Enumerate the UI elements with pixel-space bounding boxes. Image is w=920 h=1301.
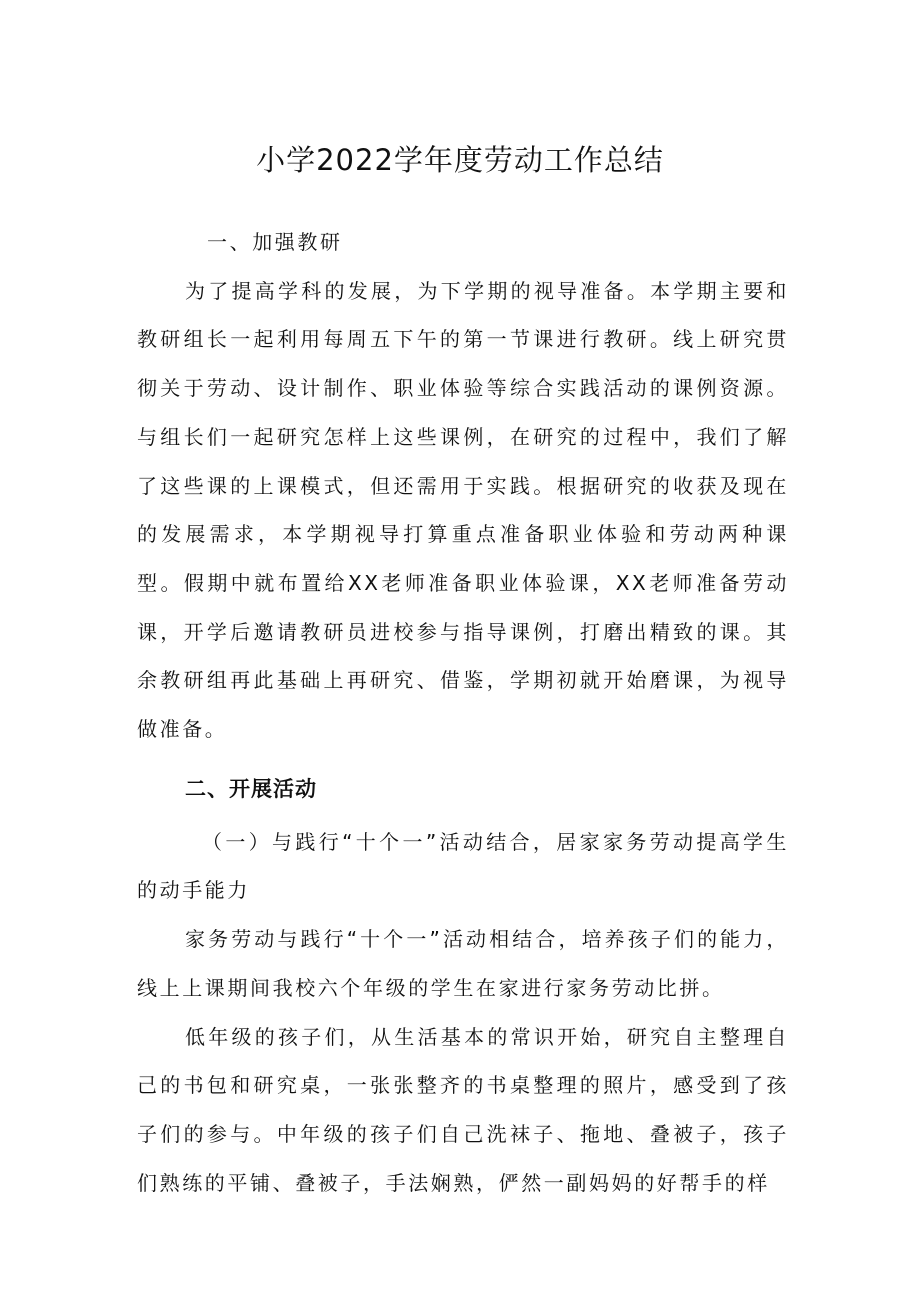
section-2-paragraph-1: 家务劳动与践行“十个一”活动相结合，培养孩子们的能力，线上上课期间我校六个年级的学生在家进行家务劳动比拼。: [137, 927, 789, 1000]
document-body: [137, 218, 789, 1207]
document-title: 小学2022学年度劳动工作总结: [256, 143, 664, 177]
subsection-heading-1: （一）与践行“十个一”活动结合，居家家务劳动提高学生的动手能力: [137, 829, 789, 903]
section-1-paragraph: 为了提高学科的发展，为下学期的视导准备。本学期主要和教研组长一起利用每周五下午的第一节课进行教研。线上研究贯彻关于劳动、设计制作、职业体验等综合实践活动的课例资源。与组长们一起研究怎样上这些课例，在研究的过程中，我们了解了这些课的上课模式，但还需用于实践。根据研究的收获及现在的发展需求，本学期视导打算重点准备职业体验和劳动两种课型。假期中就布置给XX老师准备职业体验课，XX老师准备劳动课，开学后邀请教研员进校参与指导课例，打磨出精致的课。其余教研组再此基础上再研究、借鉴，学期初就开始磨课，为视导做准备。: [137, 278, 789, 742]
section-heading-1: 一、加强教研: [207, 230, 343, 254]
section-heading-2: 二、开展活动: [185, 776, 317, 801]
section-2-paragraph-2: 低年级的孩子们，从生活基本的常识开始，研究自主整理自己的书包和研究桌，一张张整齐的书桌整理的照片，感受到了孩子们的参与。中年级的孩子们自己洗袜子、拖地、叠被子，孩子们熟练的平铺、叠被子，手法娴熟，俨然一副妈妈的好帮手的样: [137, 1024, 789, 1195]
